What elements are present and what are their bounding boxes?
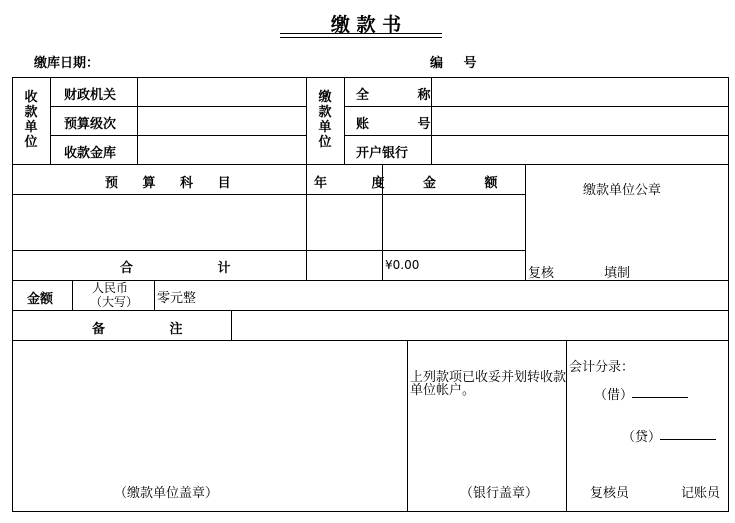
total-label: 合 计: [120, 261, 271, 276]
credit-label: （贷）: [622, 430, 662, 445]
payer-bank-label: 开户银行: [356, 146, 409, 161]
payee-row-divider-2: [50, 135, 306, 136]
currency-label-line1: 人民币: [92, 281, 129, 295]
remark-divider: [231, 310, 232, 340]
currency-label: [92, 281, 138, 309]
budget-header-divider: [12, 194, 525, 195]
bookkeeper-label: 记账员: [681, 486, 721, 501]
deposit-date-label: 缴库日期：: [34, 56, 100, 71]
payee-vertical-divider: [50, 77, 51, 164]
accounting-entry-label: 会计分录：: [569, 360, 635, 375]
currency-label-line2: （大写）: [90, 295, 139, 309]
debit-line: [632, 397, 688, 398]
section-divider-4: [12, 340, 729, 341]
budget-year-divider: [306, 164, 307, 280]
payee-budget-level-label: 预算级次: [64, 117, 117, 132]
payee-payer-divider: [306, 77, 307, 164]
payer-seal-note: （缴款单位盖章）: [114, 486, 219, 501]
payer-vertical-divider: [344, 77, 345, 164]
debit-label: （借）: [594, 388, 634, 403]
footer-accounting-divider: [566, 340, 567, 512]
payer-full-name-label: 全 称: [356, 88, 453, 103]
review-label: 复核: [528, 266, 555, 281]
amount-words-value: 零元整: [157, 291, 197, 306]
amount-label-divider: [72, 280, 73, 310]
currency-divider: [154, 280, 155, 310]
fill-label: 填制: [604, 266, 631, 281]
amount-words-label: 金额: [27, 292, 54, 307]
payer-row-divider-2: [344, 135, 729, 136]
bank-note: 上列款项已收妥并划转收款单位帐户。: [410, 370, 567, 398]
payer-account-label: 账 号: [356, 117, 453, 132]
payer-seal-label: 缴款单位公章: [583, 183, 662, 198]
reviewer-label: 复核员: [590, 486, 630, 501]
remark-label: 备 注: [92, 322, 213, 337]
budget-seal-divider: [525, 164, 526, 280]
payer-group-label: 缴款单位: [318, 90, 332, 150]
payee-group-label: 收款单位: [24, 90, 38, 150]
payer-row-divider-1: [344, 106, 729, 107]
bank-seal-note: （银行盖章）: [460, 486, 539, 501]
payee-label-divider: [137, 77, 138, 164]
payee-row-divider-1: [50, 106, 306, 107]
section-divider-3: [12, 310, 729, 311]
budget-year-header: 年 度: [314, 176, 405, 191]
credit-line: [660, 439, 716, 440]
payee-finance-authority-label: 财政机关: [64, 88, 117, 103]
total-amount: ¥0.00: [385, 258, 420, 272]
budget-subject-header: 预 算 科 目: [105, 176, 241, 191]
title-underline-1: [280, 33, 442, 34]
payee-treasury-label: 收款金库: [64, 146, 117, 161]
title-underline-2: [280, 37, 442, 38]
budget-amount-header: 金 额: [423, 176, 520, 191]
number-label: 编 号: [430, 56, 485, 71]
section-divider-1: [12, 164, 729, 165]
footer-bank-divider: [407, 340, 408, 512]
budget-total-divider: [12, 250, 525, 251]
document-title: 缴 款 书: [330, 14, 402, 36]
